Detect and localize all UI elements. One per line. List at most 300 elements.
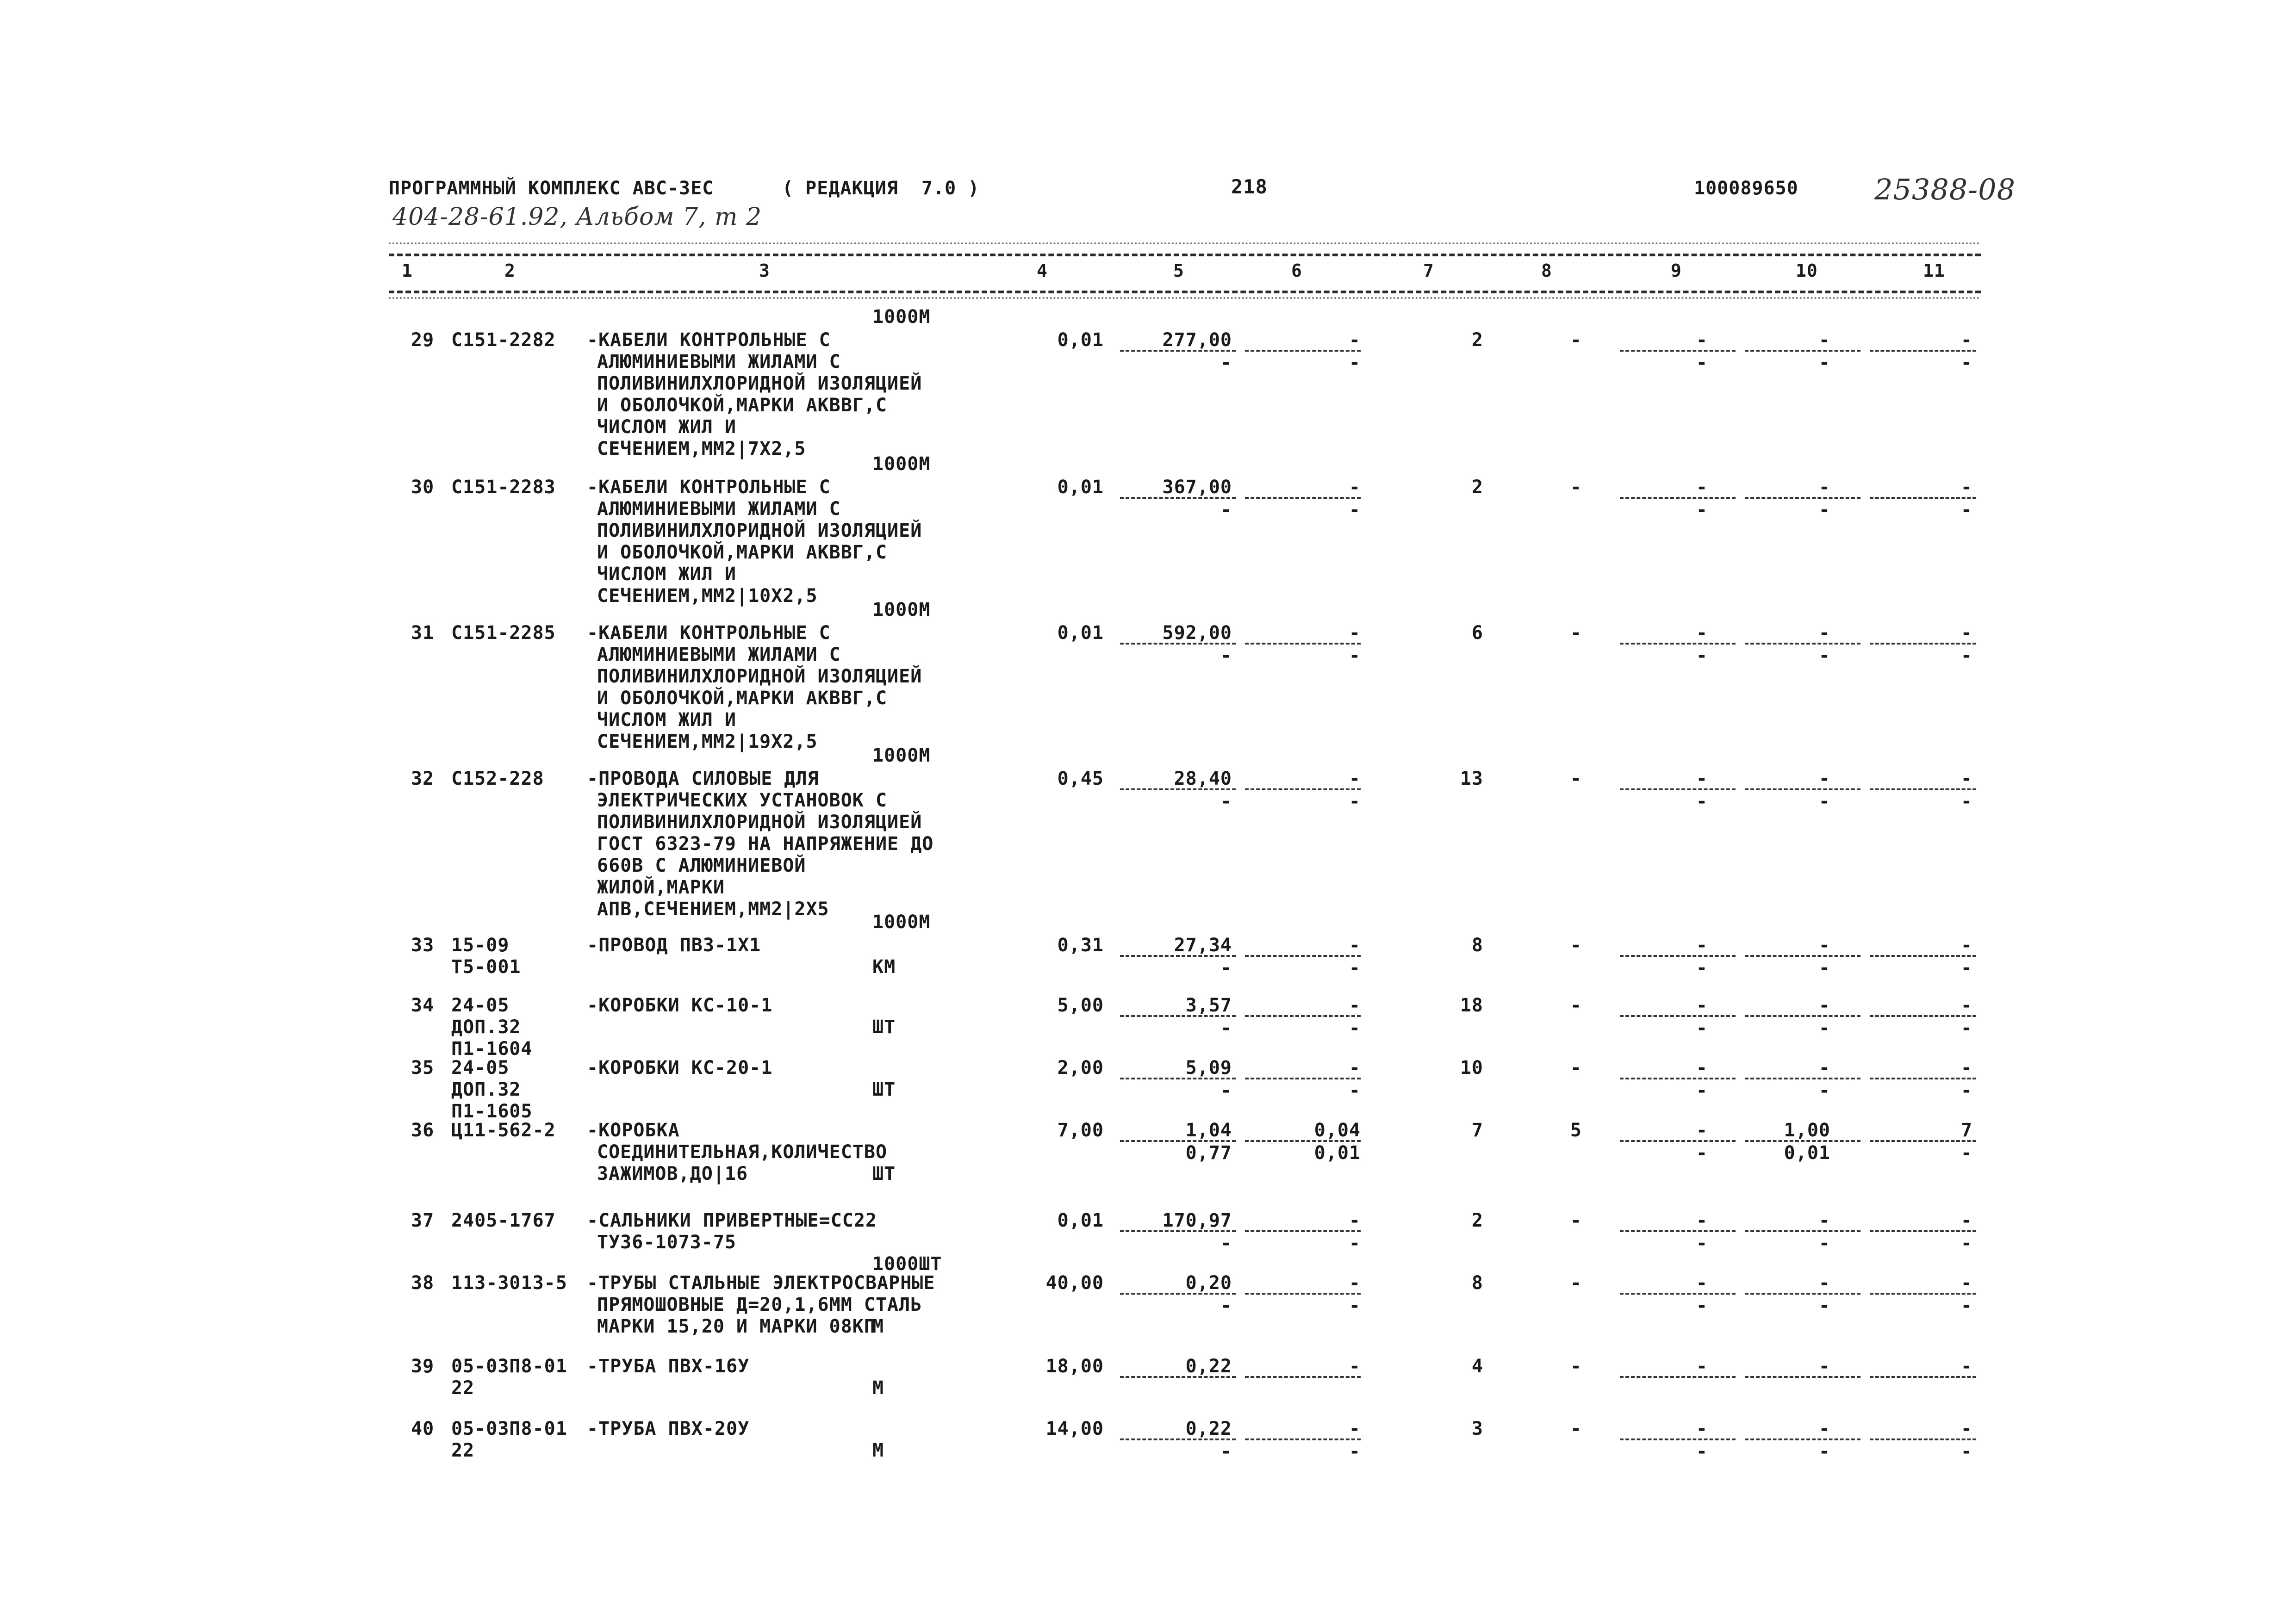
unit-label: ШТ bbox=[872, 1017, 896, 1038]
cell-divider bbox=[1120, 788, 1236, 790]
col6-value: - bbox=[1349, 622, 1361, 644]
col11-value: - bbox=[1960, 935, 1972, 956]
cell-divider bbox=[1245, 1293, 1361, 1295]
cell-divider bbox=[1870, 497, 1976, 499]
column-header-4: 4 bbox=[1037, 260, 1048, 281]
col9-value: - bbox=[1696, 329, 1708, 351]
col9-value: - bbox=[1696, 1272, 1708, 1294]
col9-value: - bbox=[1696, 1057, 1708, 1079]
col10-value: - bbox=[1818, 995, 1830, 1016]
col11-subvalue: - bbox=[1960, 1142, 1972, 1164]
col8-value: - bbox=[1570, 995, 1582, 1016]
cell-divider bbox=[1620, 1078, 1736, 1079]
resource-name: ТУ36-1073-75 bbox=[597, 1232, 736, 1253]
cell-divider bbox=[1620, 643, 1736, 645]
quantity-value: 0,01 bbox=[1057, 329, 1104, 351]
unit-label: 1000М bbox=[872, 911, 931, 933]
row-number: 39 bbox=[411, 1356, 435, 1377]
quantity-value: 0,45 bbox=[1057, 768, 1104, 789]
quantity-value: 0,01 bbox=[1057, 622, 1104, 644]
cell-divider bbox=[1620, 788, 1736, 790]
cell-divider bbox=[1745, 350, 1860, 352]
cell-divider bbox=[1245, 1230, 1361, 1232]
cell-divider bbox=[1120, 497, 1236, 499]
resource-code: 2405-1767 bbox=[451, 1210, 556, 1231]
col11-subvalue: - bbox=[1960, 957, 1972, 979]
row-number: 33 bbox=[411, 935, 435, 956]
col7-value: 3 bbox=[1471, 1418, 1483, 1439]
cell-divider bbox=[1745, 1376, 1860, 1378]
cell-divider bbox=[1870, 788, 1976, 790]
cell-divider bbox=[1870, 1376, 1976, 1378]
price-value: 0,22 bbox=[1185, 1356, 1232, 1377]
col11-value: - bbox=[1960, 995, 1972, 1016]
column-header-10: 10 bbox=[1796, 260, 1818, 281]
resource-name: АЛЮМИНИЕВЫМИ ЖИЛАМИ С bbox=[597, 498, 841, 520]
document-code: 100089650 bbox=[1694, 178, 1798, 199]
resource-code: П1-1605 bbox=[451, 1101, 533, 1122]
row-number: 36 bbox=[411, 1120, 435, 1141]
price-subvalue: - bbox=[1220, 1441, 1232, 1462]
resource-name: ЗАЖИМОВ,ДО|16 bbox=[597, 1163, 748, 1184]
cell-divider bbox=[1745, 955, 1860, 957]
cell-divider bbox=[1745, 788, 1860, 790]
resource-name: ЖИЛОЙ,МАРКИ bbox=[597, 877, 725, 898]
col10-subvalue: - bbox=[1818, 1295, 1830, 1316]
col11-value: - bbox=[1960, 1210, 1972, 1231]
resource-name: -КАБЕЛИ КОНТРОЛЬНЫЕ С bbox=[587, 477, 831, 498]
cell-divider bbox=[1245, 643, 1361, 645]
col10-subvalue: - bbox=[1818, 1441, 1830, 1462]
column-header-3: 3 bbox=[759, 260, 770, 281]
resource-name: -ТРУБЫ СТАЛЬНЫЕ ЭЛЕКТРОСВАРНЫЕ bbox=[587, 1272, 935, 1294]
price-value: 28,40 bbox=[1174, 768, 1232, 789]
col11-subvalue: - bbox=[1960, 1017, 1972, 1039]
resource-name: ПОЛИВИНИЛХЛОРИДНОЙ ИЗОЛЯЦИЕЙ bbox=[597, 373, 922, 394]
price-value: 367,00 bbox=[1162, 477, 1232, 498]
resource-name: АЛЮМИНИЕВЫМИ ЖИЛАМИ С bbox=[597, 351, 841, 372]
col9-subvalue: - bbox=[1696, 1233, 1708, 1254]
col7-value: 2 bbox=[1471, 1210, 1483, 1231]
cell-divider bbox=[1245, 350, 1361, 352]
cell-divider bbox=[1245, 955, 1361, 957]
edition-label: ( РЕДАКЦИЯ 7.0 ) bbox=[782, 178, 980, 199]
resource-name: -КОРОБКА bbox=[587, 1120, 680, 1141]
quantity-value: 0,31 bbox=[1057, 935, 1104, 956]
resource-code: 05-03П8-01 bbox=[451, 1356, 567, 1377]
col6-subvalue: - bbox=[1349, 645, 1361, 666]
unit-label: 1000М bbox=[872, 453, 931, 475]
resource-code: С151-2282 bbox=[451, 329, 556, 351]
unit-label: М bbox=[872, 1377, 884, 1399]
row-number: 40 bbox=[411, 1418, 435, 1439]
resource-name: МАРКИ 15,20 И МАРКИ 08КП bbox=[597, 1316, 876, 1337]
col8-value: - bbox=[1570, 1210, 1582, 1231]
col6-value: - bbox=[1349, 329, 1361, 351]
cell-divider bbox=[1120, 1438, 1236, 1440]
resource-name: СЕЧЕНИЕМ,ММ2|7Х2,5 bbox=[597, 438, 806, 459]
cell-divider bbox=[1245, 788, 1361, 790]
col10-subvalue: - bbox=[1818, 499, 1830, 521]
col7-value: 2 bbox=[1471, 329, 1483, 351]
col6-value: - bbox=[1349, 935, 1361, 956]
resource-name: И ОБОЛОЧКОЙ,МАРКИ АКВВГ,С bbox=[597, 688, 888, 709]
unit-label: 1000ШТ bbox=[872, 1253, 942, 1275]
col6-value: - bbox=[1349, 1210, 1361, 1231]
resource-name: СОЕДИНИТЕЛЬНАЯ,КОЛИЧЕСТВО bbox=[597, 1141, 888, 1163]
cell-divider bbox=[1120, 955, 1236, 957]
col9-value: - bbox=[1696, 768, 1708, 789]
column-header-11: 11 bbox=[1923, 260, 1945, 281]
cell-divider bbox=[1120, 1140, 1236, 1142]
col10-subvalue: - bbox=[1818, 1080, 1830, 1101]
quantity-value: 0,01 bbox=[1057, 1210, 1104, 1231]
price-subvalue: - bbox=[1220, 791, 1232, 812]
price-subvalue: - bbox=[1220, 645, 1232, 666]
row-number: 31 bbox=[411, 622, 435, 644]
row-number: 35 bbox=[411, 1057, 435, 1079]
col11-value: - bbox=[1960, 1057, 1972, 1079]
col10-value: - bbox=[1818, 622, 1830, 644]
col6-subvalue: - bbox=[1349, 1080, 1361, 1101]
col9-subvalue: - bbox=[1696, 645, 1708, 666]
cell-divider bbox=[1870, 1230, 1976, 1232]
resource-name: ЧИСЛОМ ЖИЛ И bbox=[597, 564, 736, 585]
row-number: 29 bbox=[411, 329, 435, 351]
column-header-2: 2 bbox=[504, 260, 516, 281]
col11-subvalue: - bbox=[1960, 791, 1972, 812]
price-subvalue: - bbox=[1220, 352, 1232, 373]
col10-subvalue: - bbox=[1818, 352, 1830, 373]
cell-divider bbox=[1870, 1015, 1976, 1017]
cell-divider bbox=[1870, 1078, 1976, 1079]
price-value: 1,04 bbox=[1185, 1120, 1232, 1141]
col9-subvalue: - bbox=[1696, 1441, 1708, 1462]
cell-divider bbox=[1870, 1293, 1976, 1295]
row-number: 30 bbox=[411, 477, 435, 498]
cell-divider bbox=[1745, 497, 1860, 499]
resource-name: СЕЧЕНИЕМ,ММ2|19Х2,5 bbox=[597, 731, 818, 752]
col8-value: - bbox=[1570, 1418, 1582, 1439]
cell-divider bbox=[1120, 1078, 1236, 1079]
resource-name: -КОРОБКИ КС-20-1 bbox=[587, 1057, 773, 1079]
resource-name: -ПРОВОД ПВ3-1Х1 bbox=[587, 935, 761, 956]
col6-value: 0,04 bbox=[1314, 1120, 1361, 1141]
resource-name: АЛЮМИНИЕВЫМИ ЖИЛАМИ С bbox=[597, 644, 841, 665]
col9-value: - bbox=[1696, 1418, 1708, 1439]
col7-value: 4 bbox=[1471, 1356, 1483, 1377]
cell-divider bbox=[1870, 1140, 1976, 1142]
page-number: 218 bbox=[1231, 175, 1268, 198]
col9-subvalue: - bbox=[1696, 791, 1708, 812]
resource-name: -КОРОБКИ КС-10-1 bbox=[587, 995, 773, 1016]
col7-value: 18 bbox=[1460, 995, 1483, 1016]
column-header-9: 9 bbox=[1671, 260, 1682, 281]
col9-subvalue: - bbox=[1696, 957, 1708, 979]
resource-name: ЧИСЛОМ ЖИЛ И bbox=[597, 416, 736, 438]
col10-value: - bbox=[1818, 1057, 1830, 1079]
column-header-5: 5 bbox=[1173, 260, 1184, 281]
price-subvalue: - bbox=[1220, 957, 1232, 979]
col8-value: - bbox=[1570, 622, 1582, 644]
price-subvalue: - bbox=[1220, 1017, 1232, 1039]
price-value: 5,09 bbox=[1185, 1057, 1232, 1079]
col8-value: - bbox=[1570, 329, 1582, 351]
cell-divider bbox=[1120, 1293, 1236, 1295]
col6-subvalue: - bbox=[1349, 499, 1361, 521]
cell-divider bbox=[1245, 1140, 1361, 1142]
col10-subvalue: 0,01 bbox=[1784, 1142, 1830, 1164]
col6-value: - bbox=[1349, 477, 1361, 498]
col11-subvalue: - bbox=[1960, 1441, 1972, 1462]
col11-value: - bbox=[1960, 1356, 1972, 1377]
col11-subvalue: - bbox=[1960, 1233, 1972, 1254]
col7-value: 2 bbox=[1471, 477, 1483, 498]
col10-value: - bbox=[1818, 768, 1830, 789]
cell-divider bbox=[1620, 1293, 1736, 1295]
cell-divider bbox=[1620, 1438, 1736, 1440]
handwritten-album: 404-28-61.92, Альбом 7, т 2 bbox=[392, 203, 762, 231]
cell-divider bbox=[1745, 643, 1860, 645]
col10-value: - bbox=[1818, 329, 1830, 351]
price-value: 592,00 bbox=[1162, 622, 1232, 644]
col8-value: - bbox=[1570, 1057, 1582, 1079]
col6-subvalue: - bbox=[1349, 957, 1361, 979]
resource-name: ПРЯМОШОВНЫЕ Д=20,1,6ММ СТАЛЬ bbox=[597, 1294, 922, 1315]
unit-label: ШТ bbox=[872, 1163, 896, 1184]
col9-value: - bbox=[1696, 935, 1708, 956]
cell-divider bbox=[1120, 1015, 1236, 1017]
col8-value: - bbox=[1570, 1356, 1582, 1377]
column-header-6: 6 bbox=[1291, 260, 1302, 281]
col10-value: - bbox=[1818, 477, 1830, 498]
col8-value: - bbox=[1570, 1272, 1582, 1294]
cell-divider bbox=[1745, 1438, 1860, 1440]
cell-divider bbox=[1245, 1438, 1361, 1440]
col8-value: - bbox=[1570, 768, 1582, 789]
cell-divider bbox=[1245, 1376, 1361, 1378]
col6-value: - bbox=[1349, 1356, 1361, 1377]
resource-name: -ТРУБА ПВХ-16У bbox=[587, 1356, 750, 1377]
resource-code: 05-03П8-01 bbox=[451, 1418, 567, 1439]
col6-value: - bbox=[1349, 1057, 1361, 1079]
col11-value: 7 bbox=[1960, 1120, 1972, 1141]
cell-divider bbox=[1120, 1376, 1236, 1378]
col10-subvalue: - bbox=[1818, 1017, 1830, 1039]
cell-divider bbox=[1870, 1438, 1976, 1440]
price-subvalue: - bbox=[1220, 499, 1232, 521]
resource-name: СЕЧЕНИЕМ,ММ2|10Х2,5 bbox=[597, 585, 818, 607]
price-value: 277,00 bbox=[1162, 329, 1232, 351]
resource-code: 22 bbox=[451, 1440, 475, 1461]
quantity-value: 18,00 bbox=[1045, 1356, 1104, 1377]
col11-value: - bbox=[1960, 1272, 1972, 1294]
row-number: 34 bbox=[411, 995, 435, 1016]
resource-name: -ПРОВОДА СИЛОВЫЕ ДЛЯ bbox=[587, 768, 819, 789]
cell-divider bbox=[1245, 1015, 1361, 1017]
resource-name: И ОБОЛОЧКОЙ,МАРКИ АКВВГ,С bbox=[597, 395, 888, 416]
col10-value: - bbox=[1818, 1272, 1830, 1294]
resource-name: И ОБОЛОЧКОЙ,МАРКИ АКВВГ,С bbox=[597, 542, 888, 563]
unit-label: М bbox=[872, 1440, 884, 1461]
cell-divider bbox=[1120, 350, 1236, 352]
row-number: 38 bbox=[411, 1272, 435, 1294]
unit-label: 1000М bbox=[872, 599, 931, 620]
handwritten-number: 25388-08 bbox=[1874, 173, 2016, 206]
col9-subvalue: - bbox=[1696, 499, 1708, 521]
resource-name: -КАБЕЛИ КОНТРОЛЬНЫЕ С bbox=[587, 329, 831, 351]
col8-value: - bbox=[1570, 935, 1582, 956]
cell-divider bbox=[1745, 1140, 1860, 1142]
price-subvalue: - bbox=[1220, 1080, 1232, 1101]
col11-value: - bbox=[1960, 329, 1972, 351]
cell-divider bbox=[1120, 643, 1236, 645]
col9-value: - bbox=[1696, 995, 1708, 1016]
cell-divider bbox=[1745, 1078, 1860, 1079]
col11-value: - bbox=[1960, 477, 1972, 498]
price-subvalue: - bbox=[1220, 1295, 1232, 1316]
resource-name: АПВ,СЕЧЕНИЕМ,ММ2|2Х5 bbox=[597, 899, 829, 920]
cell-divider bbox=[1745, 1230, 1860, 1232]
price-subvalue: - bbox=[1220, 1233, 1232, 1254]
resource-name: ПОЛИВИНИЛХЛОРИДНОЙ ИЗОЛЯЦИЕЙ bbox=[597, 812, 922, 833]
col6-value: - bbox=[1349, 768, 1361, 789]
col9-subvalue: - bbox=[1696, 1017, 1708, 1039]
header-bottom-rule bbox=[389, 291, 1981, 293]
resource-name: ПОЛИВИНИЛХЛОРИДНОЙ ИЗОЛЯЦИЕЙ bbox=[597, 520, 922, 541]
cell-divider bbox=[1120, 1230, 1236, 1232]
col9-value: - bbox=[1696, 477, 1708, 498]
quantity-value: 7,00 bbox=[1057, 1120, 1104, 1141]
price-value: 27,34 bbox=[1174, 935, 1232, 956]
resource-name: ЧИСЛОМ ЖИЛ И bbox=[597, 709, 736, 731]
cell-divider bbox=[1620, 1015, 1736, 1017]
program-title: ПРОГРАММНЫЙ КОМПЛЕКС АВС-3ЕС bbox=[389, 178, 714, 199]
col11-subvalue: - bbox=[1960, 645, 1972, 666]
col7-value: 8 bbox=[1471, 1272, 1483, 1294]
resource-name: ЭЛЕКТРИЧЕСКИХ УСТАНОВОК С bbox=[597, 790, 888, 811]
col6-value: - bbox=[1349, 995, 1361, 1016]
top-dotted-rule bbox=[389, 242, 1981, 244]
resource-name: 660В С АЛЮМИНИЕВОЙ bbox=[597, 855, 806, 876]
col6-subvalue: - bbox=[1349, 352, 1361, 373]
resource-code: С151-2285 bbox=[451, 622, 556, 644]
quantity-value: 0,01 bbox=[1057, 477, 1104, 498]
column-header-7: 7 bbox=[1423, 260, 1434, 281]
col6-subvalue: - bbox=[1349, 1295, 1361, 1316]
col10-value: - bbox=[1818, 1210, 1830, 1231]
col10-subvalue: - bbox=[1818, 1233, 1830, 1254]
col9-value: - bbox=[1696, 622, 1708, 644]
resource-code: С152-228 bbox=[451, 768, 544, 789]
col10-subvalue: - bbox=[1818, 645, 1830, 666]
col10-value: - bbox=[1818, 1418, 1830, 1439]
col9-value: - bbox=[1696, 1120, 1708, 1141]
resource-name: -ТРУБА ПВХ-20У bbox=[587, 1418, 750, 1439]
col6-value: - bbox=[1349, 1418, 1361, 1439]
cell-divider bbox=[1745, 1015, 1860, 1017]
resource-code: Ц11-562-2 bbox=[451, 1120, 556, 1141]
quantity-value: 40,00 bbox=[1045, 1272, 1104, 1294]
col9-value: - bbox=[1696, 1356, 1708, 1377]
col10-value: 1,00 bbox=[1784, 1120, 1830, 1141]
cell-divider bbox=[1870, 350, 1976, 352]
resource-code: Т5-001 bbox=[451, 956, 521, 978]
unit-label: 1000М bbox=[872, 745, 931, 766]
price-value: 3,57 bbox=[1185, 995, 1232, 1016]
quantity-value: 2,00 bbox=[1057, 1057, 1104, 1079]
column-header-1: 1 bbox=[402, 260, 413, 281]
price-subvalue: 0,77 bbox=[1185, 1142, 1232, 1164]
cell-divider bbox=[1870, 643, 1976, 645]
col9-subvalue: - bbox=[1696, 352, 1708, 373]
resource-code: 24-05 bbox=[451, 1057, 510, 1079]
quantity-value: 14,00 bbox=[1045, 1418, 1104, 1439]
price-value: 0,22 bbox=[1185, 1418, 1232, 1439]
unit-label: М bbox=[872, 1316, 884, 1337]
row-number: 37 bbox=[411, 1210, 435, 1231]
col9-subvalue: - bbox=[1696, 1080, 1708, 1101]
unit-label: 1000М bbox=[872, 306, 931, 328]
resource-name: ПОЛИВИНИЛХЛОРИДНОЙ ИЗОЛЯЦИЕЙ bbox=[597, 666, 922, 687]
resource-code: 113-3013-5 bbox=[451, 1272, 567, 1294]
col11-subvalue: - bbox=[1960, 1080, 1972, 1101]
col9-subvalue: - bbox=[1696, 1142, 1708, 1164]
resource-code: П1-1604 bbox=[451, 1038, 533, 1060]
col6-subvalue: - bbox=[1349, 791, 1361, 812]
col7-value: 6 bbox=[1471, 622, 1483, 644]
resource-code: ДОП.32 bbox=[451, 1079, 521, 1100]
col10-value: - bbox=[1818, 1356, 1830, 1377]
cell-divider bbox=[1245, 1078, 1361, 1079]
col10-value: - bbox=[1818, 935, 1830, 956]
col11-subvalue: - bbox=[1960, 352, 1972, 373]
unit-label: КМ bbox=[872, 956, 896, 978]
col9-value: - bbox=[1696, 1210, 1708, 1231]
unit-label: ШТ bbox=[872, 1079, 896, 1100]
cell-divider bbox=[1620, 1140, 1736, 1142]
row-number: 32 bbox=[411, 768, 435, 789]
resource-name: -КАБЕЛИ КОНТРОЛЬНЫЕ С bbox=[587, 622, 831, 644]
resource-code: ДОП.32 bbox=[451, 1017, 521, 1038]
col7-value: 13 bbox=[1460, 768, 1483, 789]
col11-value: - bbox=[1960, 768, 1972, 789]
resource-code: 24-05 bbox=[451, 995, 510, 1016]
col11-value: - bbox=[1960, 1418, 1972, 1439]
col8-value: 5 bbox=[1570, 1120, 1582, 1141]
cell-divider bbox=[1620, 497, 1736, 499]
resource-code: 15-09 bbox=[451, 935, 510, 956]
col7-value: 10 bbox=[1460, 1057, 1483, 1079]
col11-subvalue: - bbox=[1960, 1295, 1972, 1316]
resource-code: 22 bbox=[451, 1377, 475, 1399]
top-rule bbox=[389, 254, 1981, 256]
col9-subvalue: - bbox=[1696, 1295, 1708, 1316]
price-value: 0,20 bbox=[1185, 1272, 1232, 1294]
col6-subvalue: - bbox=[1349, 1017, 1361, 1039]
cell-divider bbox=[1745, 1293, 1860, 1295]
cell-divider bbox=[1620, 1376, 1736, 1378]
resource-name: -САЛЬНИКИ ПРИВЕРТНЫЕ=СС22 bbox=[587, 1210, 877, 1231]
col7-value: 8 bbox=[1471, 935, 1483, 956]
col7-value: 7 bbox=[1471, 1120, 1483, 1141]
col6-subvalue: - bbox=[1349, 1441, 1361, 1462]
cell-divider bbox=[1620, 1230, 1736, 1232]
col10-subvalue: - bbox=[1818, 957, 1830, 979]
col6-value: - bbox=[1349, 1272, 1361, 1294]
cell-divider bbox=[1245, 497, 1361, 499]
price-value: 170,97 bbox=[1162, 1210, 1232, 1231]
